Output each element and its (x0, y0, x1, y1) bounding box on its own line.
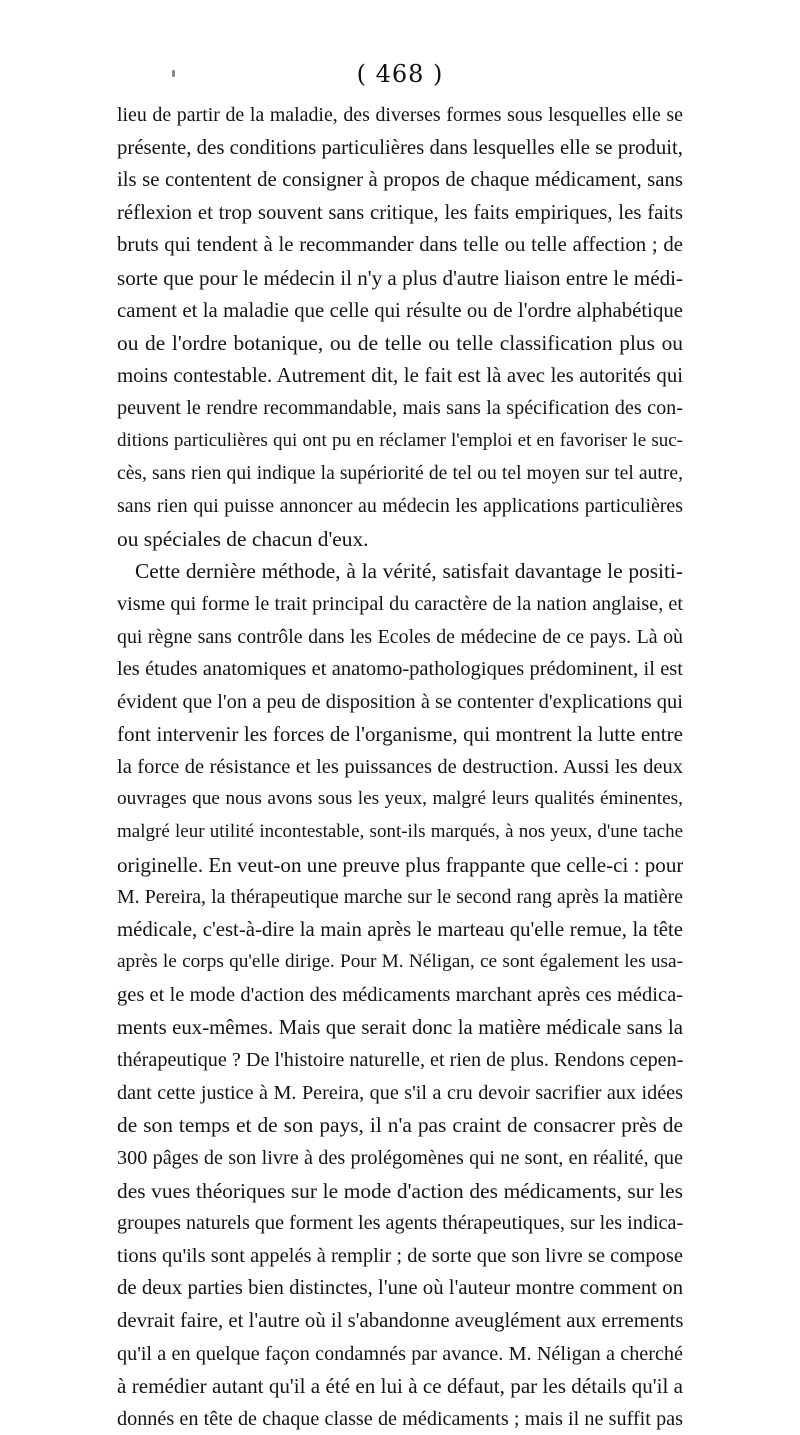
text-line: la force de résistance et les puissances de destruction. Aussi les deux (117, 755, 683, 778)
text-line: M. Pereira, la thérapeutique marche sur le second rang après la matière (117, 886, 683, 909)
body-text (117, 99, 683, 1435)
text-line: bruts qui tendent à le recommander dans telle ou telle affection ; de (117, 233, 683, 257)
text-line: des vues théoriques sur le mode d'action des médicaments, sur les (117, 1178, 683, 1203)
text-line: lieu de partir de la maladie, des diverses formes sous lesquelles elle se (117, 104, 683, 126)
text-line: groupes naturels que forment les agents thérapeutiques, sur les indica- (117, 1212, 683, 1235)
text-line: thérapeutique ? De l'histoire naturelle, et rien de plus. Rendons cepen- (117, 1049, 683, 1072)
text-line: donnés en tête de chaque classe de médicaments ; mais il ne suffit pas (117, 1407, 683, 1430)
text-line: peuvent le rendre recommandable, mais sans la spécification des con- (117, 397, 683, 420)
text-line: malgré leur utilité incontestable, sont-ils marqués, à nos yeux, d'une tache (117, 821, 683, 843)
text-line: ges et le mode d'action des médicaments marchant après ces médica- (117, 984, 683, 1007)
text-line: réflexion et trop souvent sans critique, les faits empiriques, les faits (117, 200, 683, 224)
text-line: qui règne sans contrôle dans les Ecoles de médecine de ce pays. Là où (117, 625, 683, 648)
text-line: ouvrages que nous avons sous les yeux, malgré leurs qualités éminentes, (117, 788, 683, 810)
text-line: moins contestable. Autrement dit, le fait est là avec les autorités qui (117, 363, 683, 387)
text-line-paragraph-end: ou spéciales de chacun d'eux. (117, 526, 369, 551)
text-line: 300 pâges de son livre à des prolégomènes qui ne sont, en réalité, que (117, 1147, 683, 1169)
text-line: évident que l'on a peu de disposition à se contenter d'explications qui (117, 690, 683, 713)
text-line: les études anatomiques et anatomo-pathologiques prédominent, il est (117, 658, 683, 681)
text-line: visme qui forme le trait principal du caractère de la nation anglaise, et (117, 592, 683, 615)
text-line: sans rien qui puisse annoncer au médecin les applications particulières (117, 495, 683, 518)
text-line: cès, sans rien qui indique la supériorité de tel ou tel moyen sur tel autre, (117, 462, 683, 484)
text-line: ou de l'ordre botanique, ou de telle ou telle classification plus ou (117, 331, 683, 356)
text-line: ils se contentent de consigner à propos de chaque médicament, sans (117, 168, 683, 192)
text-line: après le corps qu'elle dirige. Pour M. Néligan, ce sont également les usa- (117, 951, 683, 973)
text-line: de deux parties bien distinctes, l'une où l'auteur montre comment on (117, 1276, 683, 1300)
text-line: cament et la maladie que celle qui résulte ou de l'ordre alphabétique (117, 298, 683, 322)
text-line: de son temps et de son pays, il n'a pas craint de consacrer près de (117, 1113, 683, 1138)
text-line: tions qu'ils sont appelés à remplir ; de sorte que son livre se compose (117, 1244, 683, 1267)
text-line: devrait faire, et l'autre où il s'abandonne aveuglément aux errements (117, 1308, 683, 1332)
text-line: à remédier autant qu'il a été en lui à ce défaut, par les détails qu'il a (117, 1374, 683, 1399)
text-line: font intervenir les forces de l'organisme, qui montrent la lutte entre (117, 722, 683, 747)
text-line: dant cette justice à M. Pereira, que s'il a cru devoir sacrifier aux idées (117, 1081, 683, 1104)
text-line: originelle. En veut-on une preuve plus frappante que celle-ci : pour (117, 852, 683, 877)
text-line: sorte que pour le médecin il n'y a plus d'autre liaison entre le médi- (117, 265, 683, 290)
text-line: ditions particulières qui ont pu en réclamer l'emploi et en favoriser le suc- (117, 429, 683, 451)
text-line: médicale, c'est-à-dire la main après le marteau qu'elle remue, la tête (117, 917, 683, 941)
page-number: ( 468 ) (356, 60, 444, 88)
text-line: ments eux-mêmes. Mais que serait donc la matière médicale sans la (117, 1015, 683, 1039)
text-line: qu'il a en quelque façon condamnés par avance. M. Néligan a cherché (117, 1342, 683, 1365)
text-line: présente, des conditions particulières dans lesquelles elle se produit, (117, 135, 683, 159)
text-line-paragraph-start: Cette dernière méthode, à la vérité, satisfait davantage le positi- (135, 559, 683, 584)
